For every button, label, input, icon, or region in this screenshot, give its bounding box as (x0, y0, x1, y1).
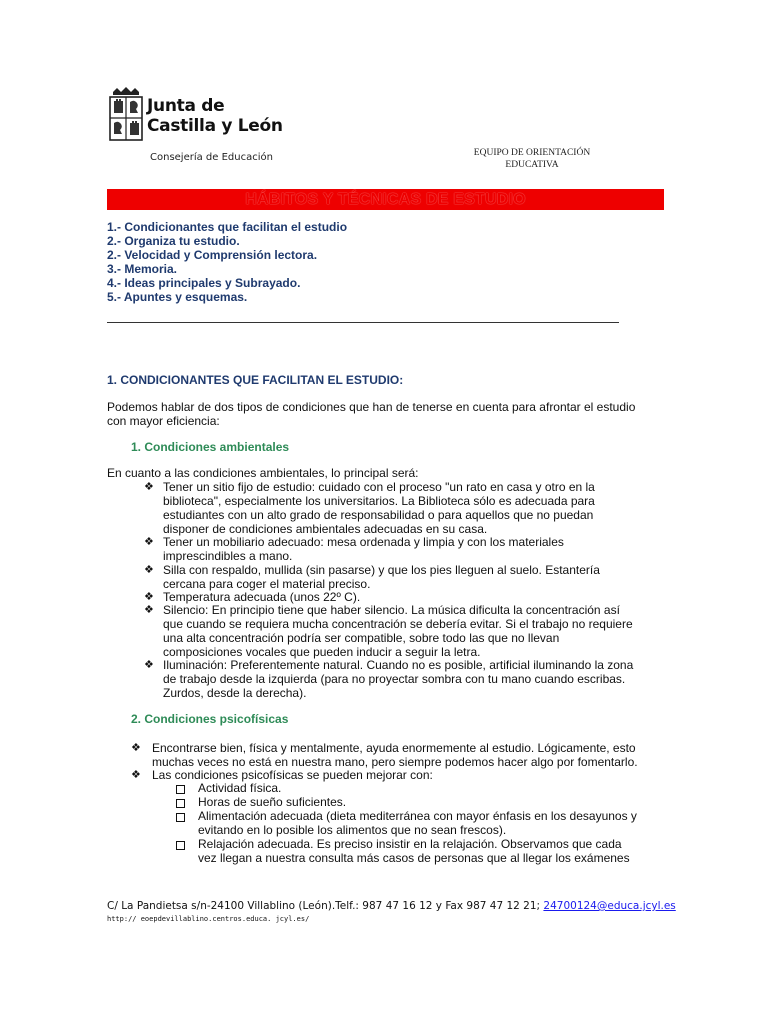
checkbox-bullet-icon (176, 799, 185, 808)
intro-line: con mayor eficiencia: (107, 414, 220, 428)
logo-text-line1: Junta de (147, 96, 225, 116)
toc-item: 4.- Ideas principales y Subrayado. (107, 276, 301, 290)
list-item (163, 480, 595, 536)
table-of-contents (107, 220, 347, 304)
list-item-line: Temperatura adecuada (unos 22º C). (163, 590, 361, 604)
list-item-line: Actividad física. (198, 781, 282, 795)
coat-of-arms-icon (107, 86, 145, 142)
toc-item: 3.- Memoria. (107, 262, 178, 276)
list-item-line: Zurdos, desde la derecha). (163, 686, 307, 700)
toc-item: 2.- Velocidad y Comprensión lectora. (107, 248, 318, 262)
diamond-bullet-icon: ❖ (144, 536, 154, 548)
sub-list-item (198, 837, 630, 865)
list-item-line: imprescindibles a mano. (163, 549, 293, 563)
list-item (163, 603, 633, 659)
title-banner (107, 189, 664, 210)
diamond-bullet-icon: ❖ (131, 769, 141, 781)
equipo-line1: EQUIPO DE ORIENTACIÓN (473, 148, 591, 158)
diamond-bullet-icon: ❖ (144, 564, 154, 576)
diamond-bullet-icon: ❖ (144, 481, 154, 493)
sub-list-item (198, 795, 346, 809)
junta-logo (107, 86, 283, 144)
list-item (152, 741, 638, 769)
list-item (163, 535, 564, 563)
logo-text-line2: Castilla y León (147, 116, 283, 136)
consejeria-label: Consejería de Educación (150, 152, 273, 163)
list-item-line: una alta concentración podría ser compatible, sobre todo las que no llevan (163, 631, 560, 645)
footer-address (107, 900, 676, 912)
checkbox-bullet-icon (176, 841, 185, 850)
subsection-heading-ambient: 1. Condiciones ambientales (131, 440, 290, 454)
list-item-line: evitando en lo posible los alimentos que no sean frescos). (198, 823, 507, 837)
list-item-line: de trabajo desde la izquierda (para no proyectar sombra con tu mano cuando escribas. (163, 672, 626, 686)
list-item-line: Silla con respaldo, mullida (sin pasarse) y que los pies lleguen al suelo. Estantería (163, 563, 600, 577)
list-item (163, 590, 360, 604)
diamond-bullet-icon: ❖ (144, 604, 154, 616)
list-item-line: Iluminación: Preferentemente natural. Cuando no es posible, artificial iluminando la zona (163, 658, 634, 672)
section-heading: 1. CONDICIONANTES QUE FACILITAN EL ESTUDIO: (107, 373, 404, 387)
list-item (152, 768, 433, 782)
diamond-bullet-icon: ❖ (144, 659, 154, 671)
horizontal-divider (107, 322, 619, 323)
list-item-line: Tener un sitio fijo de estudio: cuidado con el proceso "un rato en casa y otro en la (163, 480, 595, 494)
footer-url[interactable]: http:// eoepdevillablino.centros.educa. jcyl.es/ (107, 915, 310, 923)
list-item-line: biblioteca", especialmente los universitarios. La Biblioteca sólo es adecuada para (163, 494, 595, 508)
sub-list-item (198, 809, 637, 837)
address-text: C/ La Pandietsa s/n-24100 Villablino (León).Telf.: 987 47 16 12 y Fax 987 47 12 21; (107, 900, 544, 912)
toc-item: 1.- Condicionantes que facilitan el estudio (107, 220, 348, 234)
toc-item: 5.- Apuntes y esquemas. (107, 290, 248, 304)
list-item-line: Encontrarse bien, física y mentalmente, ayuda enormemente al estudio. Lógicamente, esto (152, 741, 636, 755)
list-item-line: muchas veces no está en nuestra mano, pero siempre podemos hacer algo por fomentarlo. (152, 755, 638, 769)
list-item (163, 658, 633, 700)
intro-line: Podemos hablar de dos tipos de condiciones que han de tenerse en cuenta para afrontar el estudio (107, 400, 636, 414)
sub-list-item (198, 781, 281, 795)
list-item-line: Alimentación adecuada (dieta mediterránea con mayor énfasis en los desayunos y (198, 809, 637, 823)
checkbox-bullet-icon (176, 785, 185, 794)
intro-paragraph (107, 400, 635, 428)
list-item-line: cercana para coger el material preciso. (163, 577, 371, 591)
email-link[interactable]: 24700124@educa.jcyl.es (543, 900, 676, 912)
checkbox-bullet-icon (176, 813, 185, 822)
list-item-line: Silencio: En principio tiene que haber silencio. La música dificulta la concentración así (163, 603, 620, 617)
toc-item: 2.- Organiza tu estudio. (107, 234, 240, 248)
list-item-line: Las condiciones psicofísicas se pueden mejorar con: (152, 768, 433, 782)
list-item-line: composiciones vocales que pueden inducir a seguir la letra. (163, 645, 481, 659)
list-item-line: vez llegan a nuestra consulta más casos de personas que al llegar los exámenes (198, 851, 630, 865)
subsection-heading-psychophysical: 2. Condiciones psicofísicas (131, 712, 289, 726)
list-item (163, 563, 600, 591)
diamond-bullet-icon: ❖ (144, 591, 154, 603)
diamond-bullet-icon: ❖ (131, 742, 141, 754)
ambient-intro: En cuanto a las condiciones ambientales, lo principal será: (107, 466, 419, 480)
list-item-line: estudiantes con un alto grado de responsabilidad o para aquellos que no puedan (163, 508, 594, 522)
list-item-line: Tener un mobiliario adecuado: mesa ordenada y limpia y con los materiales (163, 535, 564, 549)
list-item-line: que cuando se requiera mucha concentración se debería evitar. Si el trabajo no requiere (163, 617, 633, 631)
list-item-line: Horas de sueño suficientes. (198, 795, 347, 809)
list-item-line: Relajación adecuada. Es preciso insistir en la relajación. Observamos que cada (198, 837, 622, 851)
list-item-line: disponer de condiciones ambientales adecuadas en su casa. (163, 522, 488, 536)
document-title: HÁBITOS Y TÉCNICAS DE ESTUDIO (245, 191, 526, 208)
equipo-line2: EDUCATIVA (505, 160, 559, 170)
equipo-label (452, 147, 612, 171)
